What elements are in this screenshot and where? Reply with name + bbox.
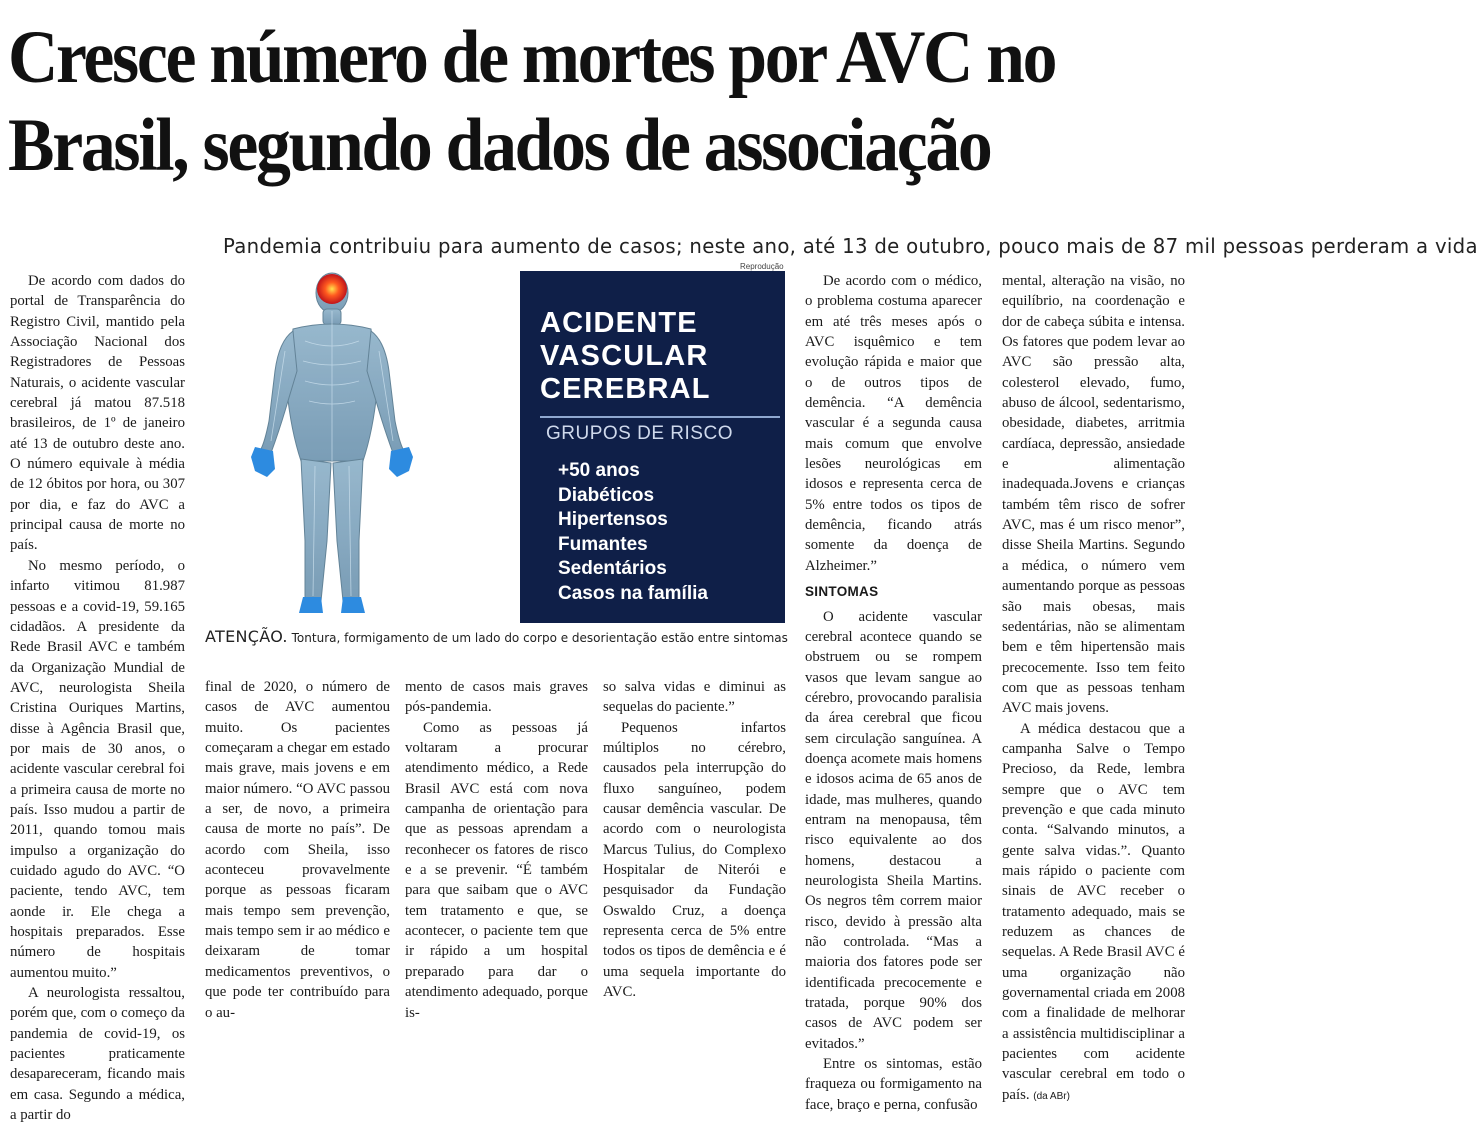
risk-group-list (558, 459, 708, 606)
section-heading: SINTOMAS (805, 584, 879, 600)
infographic-title-line: VASCULAR (540, 340, 709, 372)
subtitle: Pandemia contribuiu para aumento de casos; neste ano, até 13 de outubro, pouco mais de 87 mil pessoas perderam a vida (223, 234, 1478, 258)
figure-caption (205, 627, 790, 646)
paragraph: A neurologista ressaltou, porém que, com o começo da pandemia de covid-19, os pacientes praticamente desapareceram, ficando mais em casa. Segundo a médica, a partir do (10, 985, 185, 1124)
paragraph: mental, alteração na visão, no equilíbrio, na coordenação e dor de cabeça súbita e intensa. Os fatores que podem levar ao AVC são pressão alta, colesterol elevado, fumo, abuso de álcool, sedentarismo, obesidade, diabetes, arritmia cardíaca, depressão, ansiedade e alimentação inadequada.Jovens e crianças também têm risco de sofrer AVC, mas é um risco menor”, disse Sheila Martins. Segundo a médica, o número vem aumentando porque as pessoas são mais obesas, mais sedentárias, não se alimentam bem e têm hipertensão mais precocemente. Isso tem feito com que as pessoas tenham AVC mais jovens. (1002, 273, 1185, 717)
caption-lead: ATENÇÃO. (205, 627, 288, 646)
paragraph: De acordo com dados do portal de Transparência do Registro Civil, mantido pela Associação Nacional dos Registradores de Pessoas Naturais, o acidente vascular cerebral já matou 87.518 brasileiros, de 1º de janeiro até 13 de outubro deste ano. O número equivale à média de 12 óbitos por hora, ou 307 por dia, e faz do AVC a principal causa de morte no país. (10, 273, 185, 554)
article-column-2 (205, 677, 390, 1021)
headline: Cresce número de mortes por AVC no Brasil, segundo dados de associação (8, 16, 1056, 187)
source-signature: (da ABr) (1033, 1090, 1070, 1102)
paragraph: mento de casos mais graves pós-pandemia. (405, 679, 588, 716)
paragraph: No mesmo período, o infarto vitimou 81.987 pessoas e a covid-19, 59.165 cidadãos. A presidente da Rede Brasil AVC e também da Organização Mundial de AVC, neurologista Sheila Cristina Ouriques Martins, disse à Agência Brasil que, por mais de 30 anos, o acidente vascular cerebral foi a primeira causa de morte no país. Isso mudou a partir de 2011, quando tomou mais impulso a organização do cuidado agudo do AVC. “O paciente, tendo AVC, tem aonde ir. Ele chega a hospitais preparados. Esse número de hospitais aumentou muito.” (10, 557, 185, 981)
article-column-3 (405, 677, 588, 1021)
risk-group-item: Fumantes (558, 533, 648, 555)
body-figure-svg (205, 271, 517, 623)
infographic-title-line: CEREBRAL (540, 373, 711, 405)
paragraph: so salva vidas e diminui as sequelas do paciente.” (603, 679, 786, 716)
human-body-illustration (205, 271, 517, 623)
paragraph: Pequenos infartos múltiplos no cérebro, causados pela interrupção do fluxo sanguíneo, podem causar demência vascular. De acordo com o neurologista Marcus Tulius, do Complexo Hospitalar de Niterói e pesquisador da Fundação Oswaldo Cruz, a doença representa cerca de 5% entre todos os tipos de demência e é uma sequela importante do AVC. (603, 719, 786, 1001)
paragraph (1002, 719, 1185, 1108)
paragraph: De acordo com o médico, o problema costuma aparecer em até três meses após o AVC isquêmico e tem evolução rápida e maior que o de outros tipos de demência. “A demência vascular é a segunda causa mais comum que envolve lesões neurológicas em idosos e representa cerca de 5% entre todos os tipos de demência, ficando atrás somente da doença de Alzheimer.” (805, 273, 982, 574)
paragraph: O acidente vascular cerebral acontece quando se obstruem ou se rompem vasos que levam sangue ao cérebro, provocando paralisia da área cerebral que ficou sem circulação sanguínea. A doença acomete mais homens e idosos acima de 65 anos de idade, mas mulheres, quando entram na menopausa, têm risco equivalente ao dos homens, destacou a neurologista Sheila Martins. Os negros têm correm maior risco, devido à pressão alta não controlada. “Mas a maioria dos fatores pode ser identificada precocemente e tratada, porque 90% dos casos de AVC podem ser evitados.” (805, 608, 982, 1052)
risk-group-item: Hipertensos (558, 509, 668, 530)
risk-group-item: Casos na família (558, 582, 708, 604)
infographic-title (540, 307, 780, 406)
risk-group-item: Sedentários (558, 558, 667, 579)
article-column-6 (1002, 271, 1185, 1103)
caption-text: Tontura, formigamento de um lado do corpo e desorientação estão entre sintomas (287, 631, 788, 645)
article-column-4 (603, 677, 786, 1001)
paragraph: Como as pessoas já voltaram a procurar atendimento médico, a Rede Brasil AVC está com nova campanha de orientação para que as pessoas aprendam a reconhecer os fatores de risco e a se prevenir. “É também para que saibam que o AVC tem tratamento e que, se acontecer, o paciente tem que ir rápido a um hospital preparado para dar o atendimento adequado, porque is- (405, 719, 588, 1021)
article-column-5 (805, 271, 982, 1113)
paragraph: final de 2020, o número de casos de AVC aumentou muito. Os pacientes começaram a chegar em estado mais grave, mais jovens e em maior número. “O AVC passou a ser, de novo, a primeira causa de morte no país”. De acordo com Sheila, isso aconteceu provavelmente porque as pessoas ficaram mais tempo sem prevenção, mais tempo sem ir ao médico e deixaram de tomar medicamentos preventivos, o que pode ter contribuído para o au- (205, 679, 390, 1021)
infographic-divider (540, 416, 780, 418)
paragraph: Entre os sintomas, estão fraqueza ou formigamento na face, braço e perna, confusão (805, 1056, 982, 1113)
infographic-title-line: ACIDENTE (540, 307, 698, 339)
risk-group-item: Diabéticos (558, 484, 655, 506)
risk-group-item: +50 anos (558, 460, 640, 481)
photo-credit: Reprodução (740, 262, 784, 271)
paragraph-text: A médica destacou que a campanha Salve o Tempo Precioso, da Rede, lembra sempre que o AVC tem prevenção e que cada minuto conta. “Salvando minutos, a gente salva vidas.”. Quanto mais rápido o paciente com sinais de AVC receber o tratamento adequado, mais se reduzem as chances de sequelas. A Rede Brasil AVC é uma organização não governamental criada em 2008 com a finalidade de melhorar a assistência multidisciplinar a pacientes com acidente vascular cerebral em todo o país. (1002, 720, 1185, 1103)
article-column-1 (10, 271, 185, 1124)
infographic-subtitle: GRUPOS DE RISCO (546, 423, 733, 444)
